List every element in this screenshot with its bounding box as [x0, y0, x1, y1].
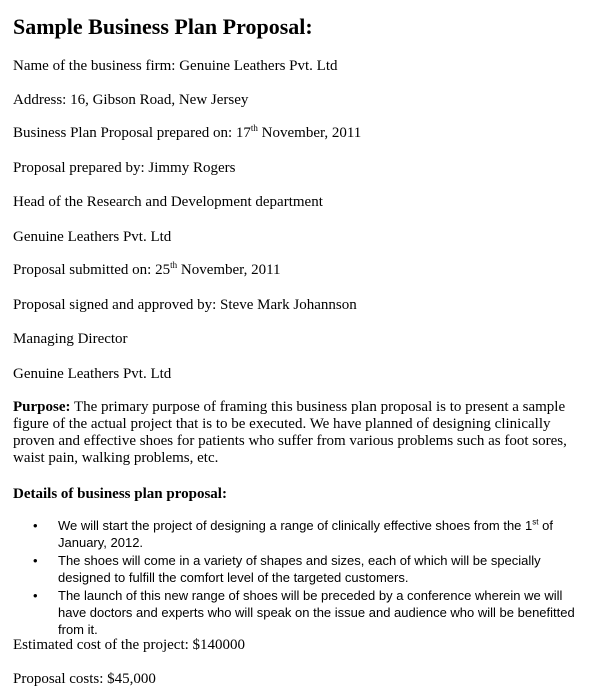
proposal-prepared-date: Business Plan Proposal prepared on: 17th November, 2011	[13, 123, 362, 141]
business-address: Address: 16, Gibson Road, New Jersey	[13, 92, 249, 108]
bullet-icon: •	[33, 553, 38, 568]
preparer-department: Head of the Research and Development department	[13, 194, 323, 210]
proposal-approved-by: Proposal signed and approved by: Steve Mark Johannson	[13, 297, 357, 313]
bullet-icon: •	[33, 518, 38, 533]
list-item: • The shoes will come in a variety of shapes and sizes, each of which will be specially designed to fulfill the comfort level of the targeted customers.	[33, 553, 541, 585]
proposal-costs: Proposal costs: $45,000	[13, 671, 156, 687]
bullet-icon: •	[33, 588, 38, 603]
purpose-label: Purpose:	[13, 399, 71, 415]
proposal-submitted-date: Proposal submitted on: 25th November, 2011	[13, 260, 281, 278]
document-title: Sample Business Plan Proposal:	[13, 14, 313, 39]
list-item: • We will start the project of designing a range of clinically effective shoes from the 1st of January, 2012.	[33, 517, 553, 550]
purpose-paragraph	[13, 399, 591, 467]
details-list	[0, 517, 600, 639]
preparer-company: Genuine Leathers Pvt. Ltd	[13, 229, 172, 245]
estimated-project-cost: Estimated cost of the project: $140000	[13, 637, 246, 653]
approver-company: Genuine Leathers Pvt. Ltd	[13, 366, 172, 382]
purpose-text: The primary purpose of framing this business plan proposal is to present a sample figure of the actual project that is to be executed. We have planned of designing clinically proven and effective shoes for patients who suffer from various problems such as foot sores, waist pain, walking problems, etc.	[13, 399, 567, 466]
approver-title: Managing Director	[13, 331, 128, 347]
details-heading: Details of business plan proposal:	[13, 486, 227, 502]
list-item: • The launch of this new range of shoes will be preceded by a conference wherein we will have doctors and experts who will speak on the issue and audience who will be benefitted from it.	[33, 588, 575, 637]
proposal-prepared-by: Proposal prepared by: Jimmy Rogers	[13, 160, 236, 176]
business-firm-name: Name of the business firm: Genuine Leathers Pvt. Ltd	[13, 58, 338, 74]
